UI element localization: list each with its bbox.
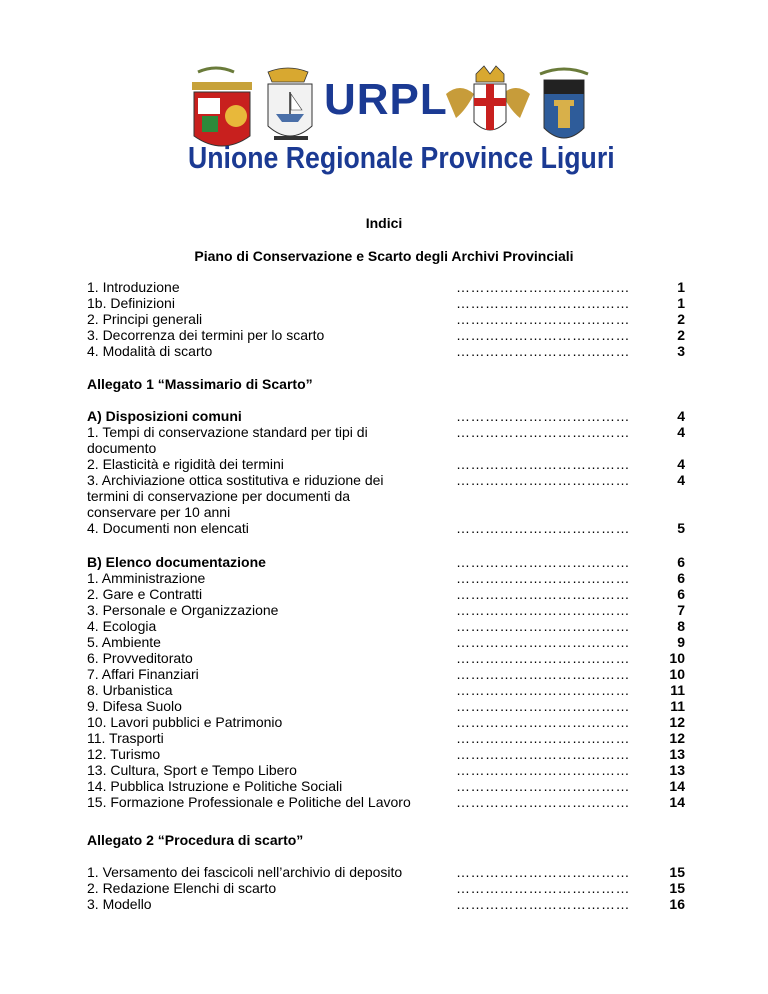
toc-page: 1 bbox=[677, 295, 685, 311]
toc-page: 15 bbox=[669, 864, 685, 880]
toc-label: 7. Affari Finanziari bbox=[87, 666, 199, 682]
toc-page: 8 bbox=[677, 618, 685, 634]
toc-row bbox=[0, 618, 768, 634]
toc-page: 2 bbox=[677, 327, 685, 343]
toc-leader: ……………………………… bbox=[456, 778, 630, 794]
toc-leader: ……………………………… bbox=[456, 730, 630, 746]
toc-label: 4. Modalità di scarto bbox=[87, 343, 213, 359]
toc-leader: ……………………………… bbox=[456, 746, 630, 762]
toc-page: 16 bbox=[669, 896, 685, 912]
toc-page: 4 bbox=[677, 408, 685, 424]
toc-page: 11 bbox=[670, 682, 685, 698]
toc-leader: ……………………………… bbox=[456, 570, 630, 586]
toc-row bbox=[0, 880, 768, 896]
toc-row bbox=[0, 343, 768, 359]
toc-page: 2 bbox=[677, 311, 685, 327]
toc-row bbox=[0, 440, 768, 456]
toc-row bbox=[0, 602, 768, 618]
toc-row bbox=[0, 488, 768, 504]
toc-row bbox=[0, 504, 768, 520]
toc-label: 2. Gare e Contratti bbox=[87, 586, 203, 602]
toc-page: 5 bbox=[677, 520, 685, 536]
toc-leader: ……………………………… bbox=[456, 408, 630, 424]
toc-leader: ……………………………… bbox=[456, 472, 630, 488]
toc-row bbox=[0, 424, 768, 440]
toc-label: 4. Ecologia bbox=[87, 618, 157, 634]
toc-leader: ……………………………… bbox=[456, 295, 630, 311]
toc-row bbox=[0, 554, 768, 570]
toc-row bbox=[0, 586, 768, 602]
toc-page: 14 bbox=[669, 794, 685, 810]
shield-ship-icon bbox=[268, 68, 312, 140]
toc-leader: ……………………………… bbox=[456, 650, 630, 666]
toc-leader: ……………………………… bbox=[456, 327, 630, 343]
toc-page: 3 bbox=[677, 343, 685, 359]
toc-label: 1. Amministrazione bbox=[87, 570, 206, 586]
toc-row bbox=[0, 794, 768, 810]
toc-row bbox=[0, 682, 768, 698]
toc-label: 1b. Definizioni bbox=[87, 295, 175, 311]
toc-label: 13. Cultura, Sport e Tempo Libero bbox=[87, 762, 297, 778]
toc-row bbox=[0, 327, 768, 343]
toc-row bbox=[0, 279, 768, 295]
toc-page: 11 bbox=[670, 698, 685, 714]
toc-page: 6 bbox=[677, 570, 685, 586]
toc-page: 13 bbox=[669, 762, 685, 778]
toc-label: 2. Principi generali bbox=[87, 311, 203, 327]
shield-genova-icon bbox=[446, 66, 530, 130]
toc-row bbox=[0, 778, 768, 794]
toc-row bbox=[0, 456, 768, 472]
toc-row bbox=[0, 864, 768, 880]
toc-row bbox=[0, 762, 768, 778]
logo-fullname: Unione Regionale Province Liguri bbox=[188, 140, 615, 175]
toc-leader: ……………………………… bbox=[456, 602, 630, 618]
toc-leader: ……………………………… bbox=[456, 586, 630, 602]
toc-leader: ……………………………… bbox=[456, 456, 630, 472]
toc-label: 3. Modello bbox=[87, 896, 152, 912]
toc-label-continued: termini di conservazione per documenti da bbox=[87, 488, 351, 504]
toc-row bbox=[0, 295, 768, 311]
toc-leader: ……………………………… bbox=[456, 762, 630, 778]
toc-row bbox=[0, 666, 768, 682]
toc-label: 9. Difesa Suolo bbox=[87, 698, 182, 714]
page-title: Indici bbox=[365, 215, 403, 231]
toc-label: 4. Documenti non elencati bbox=[87, 520, 249, 536]
toc-page: 4 bbox=[677, 456, 685, 472]
toc-label-continued: conservare per 10 anni bbox=[87, 504, 231, 520]
toc-row bbox=[0, 714, 768, 730]
toc-page: 4 bbox=[677, 424, 685, 440]
toc-page: 10 bbox=[669, 650, 685, 666]
logo-acronym: URPL bbox=[324, 75, 448, 124]
page-subtitle: Piano di Conservazione e Scarto degli Archivi Provinciali bbox=[194, 248, 574, 264]
toc-leader: ……………………………… bbox=[456, 880, 630, 896]
toc-leader: ……………………………… bbox=[456, 618, 630, 634]
toc-label: 1. Tempi di conservazione standard per tipi di bbox=[87, 424, 368, 440]
shield-tower-icon bbox=[540, 69, 588, 138]
toc-page: 15 bbox=[669, 880, 685, 896]
toc-row bbox=[0, 634, 768, 650]
toc-row bbox=[0, 472, 768, 488]
section-b-title: B) Elenco documentazione bbox=[87, 554, 266, 570]
section-a-title: A) Disposizioni comuni bbox=[87, 408, 242, 424]
toc-leader: ……………………………… bbox=[456, 794, 630, 810]
toc-label-continued: documento bbox=[87, 440, 157, 456]
toc-row bbox=[0, 746, 768, 762]
allegato1-title: Allegato 1 “Massimario di Scarto” bbox=[87, 376, 313, 392]
toc-page: 1 bbox=[677, 279, 685, 295]
toc-page: 6 bbox=[677, 586, 685, 602]
toc-page: 14 bbox=[669, 778, 685, 794]
toc-row bbox=[0, 311, 768, 327]
toc-leader: ……………………………… bbox=[456, 311, 630, 327]
allegato2-title: Allegato 2 “Procedura di scarto” bbox=[87, 832, 304, 848]
toc-label: 8. Urbanistica bbox=[87, 682, 173, 698]
toc-leader: ……………………………… bbox=[456, 343, 630, 359]
toc-leader: ……………………………… bbox=[456, 424, 630, 440]
toc-row bbox=[0, 650, 768, 666]
toc-label: 6. Provveditorato bbox=[87, 650, 193, 666]
toc-label: 10. Lavori pubblici e Patrimonio bbox=[87, 714, 283, 730]
urpl-logo bbox=[184, 64, 615, 182]
toc-label: 1. Introduzione bbox=[87, 279, 180, 295]
toc-page: 4 bbox=[677, 472, 685, 488]
toc-row bbox=[0, 896, 768, 912]
toc-leader: ……………………………… bbox=[456, 279, 630, 295]
toc-label: 5. Ambiente bbox=[87, 634, 161, 650]
toc-row bbox=[0, 408, 768, 424]
toc-row bbox=[0, 570, 768, 586]
toc-page: 6 bbox=[677, 554, 685, 570]
toc-label: 15. Formazione Professionale e Politiche del Lavoro bbox=[87, 794, 411, 810]
toc-row bbox=[0, 730, 768, 746]
toc-leader: ……………………………… bbox=[456, 666, 630, 682]
toc-leader: ……………………………… bbox=[456, 520, 630, 536]
toc-label: 2. Elasticità e rigidità dei termini bbox=[87, 456, 284, 472]
toc-leader: ……………………………… bbox=[456, 864, 630, 880]
toc-leader: ……………………………… bbox=[456, 634, 630, 650]
toc-page: 7 bbox=[677, 602, 685, 618]
shield-savona-icon bbox=[192, 68, 252, 146]
toc-label: 12. Turismo bbox=[87, 746, 161, 762]
toc-label: 3. Archiviazione ottica sostitutiva e riduzione dei bbox=[87, 472, 384, 488]
toc-label: 14. Pubblica Istruzione e Politiche Sociali bbox=[87, 778, 343, 794]
toc-page: 13 bbox=[669, 746, 685, 762]
toc-label: 3. Decorrenza dei termini per lo scarto bbox=[87, 327, 325, 343]
toc-label: 11. Trasporti bbox=[87, 730, 164, 746]
toc-leader: ……………………………… bbox=[456, 554, 630, 570]
toc-label: 1. Versamento dei fascicoli nell’archivio di deposito bbox=[87, 864, 403, 880]
toc-label: 2. Redazione Elenchi di scarto bbox=[87, 880, 277, 896]
toc-page: 10 bbox=[669, 666, 685, 682]
toc-leader: ……………………………… bbox=[456, 714, 630, 730]
toc-page: 9 bbox=[677, 634, 685, 650]
toc-row bbox=[0, 698, 768, 714]
toc-leader: ……………………………… bbox=[456, 682, 630, 698]
toc-row bbox=[0, 520, 768, 536]
toc-leader: ……………………………… bbox=[456, 698, 630, 714]
toc-page: 12 bbox=[669, 730, 685, 746]
toc-page: 12 bbox=[669, 714, 685, 730]
toc-leader: ……………………………… bbox=[456, 896, 630, 912]
toc-label: 3. Personale e Organizzazione bbox=[87, 602, 279, 618]
